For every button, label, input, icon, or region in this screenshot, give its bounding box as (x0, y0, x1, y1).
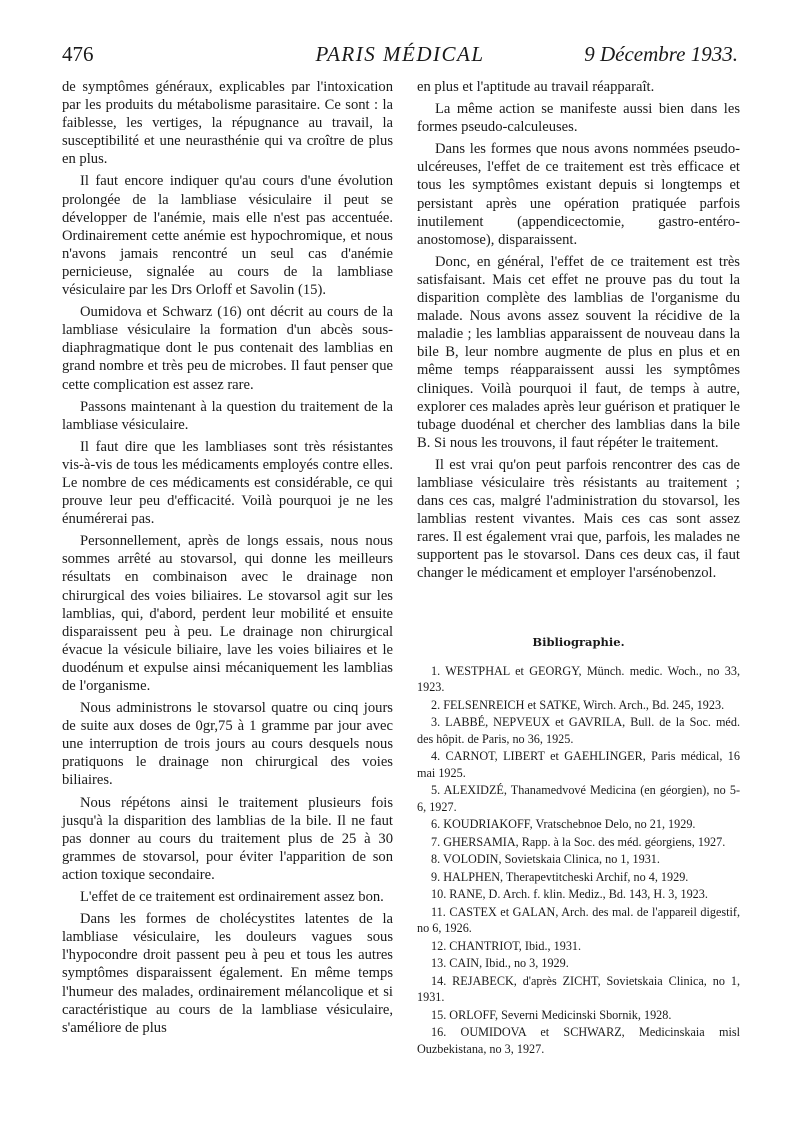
bibliography-entry: 10. RANE, D. Arch. f. klin. Mediz., Bd. 143, H. 3, 1923. (431, 887, 708, 902)
bibliography-entry: 14. REJABECK, d'après ZICHT, Sovietskaia Clinica, no 1, 1931. (417, 973, 740, 1005)
page-number: 476 (62, 42, 94, 66)
paragraph: Nous administrons le stovarsol quatre ou cinq jours de suite aux doses de 0gr,75 à 1 gramme par jour avec une interruption de trois jours au cours desquels nous pratiquons le drainage non chirurgical des voies biliaires. (62, 700, 393, 789)
issue-date: 9 Décembre 1933. (584, 42, 738, 66)
bibliography-entry: 13. CAIN, Ibid., no 3, 1929. (431, 956, 569, 971)
paragraph: Il faut dire que les lambliases sont très résistantes vis-à-vis de tous les médicaments employés contre elles. Le nombre de ces médicaments est considérable, ce qui prouve leur peu d'efficacité. Voilà pourquoi je ne les énumérerai pas. (62, 438, 393, 528)
paragraph: Nous répétons ainsi le traitement plusieurs fois jusqu'à la disparition des lamblias de la bile. Il ne faut pas donner au cours du traitement plus de 25 à 30 grammes de stovarsol, pour éviter l'apparition de son action toxique secondaire. (62, 794, 393, 883)
paragraph: Oumidova et Schwarz (16) ont décrit au cours de la lambliase vésiculaire la formation d'un abcès sous-diaphragmatique dont le pus contenait des lamblias en grand nombre et très peu de microbes. Il faut penser que cette complication est assez rare. (62, 304, 393, 393)
bibliography-title: Bibliographie. (532, 634, 625, 649)
paragraph: Donc, en général, l'effet de ce traitement est très satisfaisant. Mais cet effet ne prouve pas du tout la disparition complète des lamblias de l'organisme du malade. Nous avons assez souvent la récidive de la maladie ; les lamblias apparaissent de nouveau dans la bile B, leur nombre augmente de plus en plus et en même temps réapparaissent aussi les symptômes cliniques. Voilà pourquoi il faut, de temps à autre, explorer ces malades après leur guérison et pratiquer le tubage duodénal et chercher des lamblias dans la bile B. Si nous les trouvons, il faut répéter le traitement. (417, 253, 740, 451)
bibliography-entry: 11. CASTEX et GALAN, Arch. des mal. de l'appareil digestif, no 6, 1926. (417, 904, 740, 936)
right-column (417, 78, 740, 1058)
bibliography-entry: 15. ORLOFF, Severni Medicinski Sbornik, 1928. (431, 1007, 672, 1022)
left-column (62, 78, 393, 1041)
bibliography-entry: 5. ALEXIDZÉ, Thanamedvové Medicina (en géorgien), no 5-6, 1927. (417, 783, 740, 814)
bibliography-entry: 6. KOUDRIAKOFF, Vratschebnoe Delo, no 21, 1929. (431, 817, 696, 832)
bibliography-entry: 3. LABBÉ, NEPVEUX et GAVRILA, Bull. de la Soc. méd. des hôpit. de Paris, no 36, 1925. (417, 715, 740, 746)
bibliography-entry: 2. FELSENREICH et SATKE, Wirch. Arch., Bd. 245, 1923. (431, 697, 725, 712)
bibliography-entry: 9. HALPHEN, Therapevtitcheski Archif, no 4, 1929. (431, 869, 689, 884)
paragraph: Dans les formes que nous avons nommées pseudo-ulcéreuses, l'effet de ce traitement est très efficace et tous les symptômes existant depuis si longtemps et persistant après une opération pratiquée parfois inutilement (appendicectomie, gastro-entéro-anostomose), disparaissent. (417, 141, 740, 248)
paragraph: La même action se manifeste aussi bien dans les formes pseudo-calculeuses. (417, 101, 740, 136)
bibliography-entry: 7. GHERSAMIA, Rapp. à la Soc. des méd. géorgiens, 1927. (431, 834, 726, 849)
bibliography-entry: 4. CARNOT, LIBERT et GAEHLINGER, Paris médical, 16 mai 1925. (417, 749, 740, 780)
paragraph: L'effet de ce traitement est ordinairement assez bon. (80, 889, 384, 906)
bibliography-entry: 16. OUMIDOVA et SCHWARZ, Medicinskaia misl Ouzbekistana, no 3, 1927. (417, 1025, 740, 1056)
paragraph: Dans les formes de cholécystites latentes de la lambliase vésiculaire, les douleurs vagues sous l'hypocondre droit passent peu à peu et tous les autres symptômes disparaissent également. En même temps l'humeur des malades, ordinairement mélancolique et si caractéristique au cours de la lambliase vésiculaire, s'améliore de plus (62, 911, 393, 1036)
bibliography-entry: 8. VOLODIN, Sovietskaia Clinica, no 1, 1931. (431, 852, 660, 867)
journal-title: PARIS MÉDICAL (315, 42, 485, 66)
paragraph: Passons maintenant à la question du traitement de la lambliase vésiculaire. (62, 398, 393, 433)
paragraph: Personnellement, après de longs essais, nous nous sommes arrêté au stovarsol, qui donne les meilleurs résultats en combinaison avec le drainage non chirurgical des voies biliaires. Le stovarsol agit sur les lamblias, qui, d'abord, perdent leur mobilité et ensuite disparaissent peu à peu. Le drainage non chirurgical évacue la vésicule biliaire, lave les voies biliaires et le duodénum et expulse ainsi mécaniquement les lamblias de l'organisme. (62, 533, 393, 694)
paragraph: Il faut encore indiquer qu'au cours d'une évolution prolongée de la lambliase vésiculaire il peut se développer de l'anémie, mais elle n'est pas accentuée. Ordinairement cette anémie est hypochromique, et nous n'avons jamais rencontré un seul cas d'anémie pernicieuse, signalée au cours de la lambliase vésiculaire par les Drs Orloff et Savolin (15). (62, 173, 393, 299)
paragraph: de symptômes généraux, explicables par l'intoxication par les produits du métabolisme parasitaire. Ce sont : la faiblesse, les vertiges, la répugnance au travail, la susceptibilité et une neurasthénie qui va croître de plus en plus. (62, 79, 393, 168)
paragraph: Il est vrai qu'on peut parfois rencontrer des cas de lambliase vésiculaire très résistants au traitement ; dans ces cas, malgré l'administration du stovarsol, les lamblias restent vivantes. Mais ces cas sont assez rares. Il est également vrai que, parfois, les malades ne supportent pas le stovarsol. Dans ces deux cas, il faut changer le médicament et employer l'arsénobenzol. (417, 456, 740, 582)
bibliography-entry: 12. CHANTRIOT, Ibid., 1931. (431, 938, 582, 953)
bibliography-list (417, 663, 740, 1058)
paragraph: en plus et l'aptitude au travail réapparaît. (417, 79, 655, 95)
page-header (62, 42, 738, 74)
bibliography-entry: 1. WESTPHAL et GEORGY, Münch. medic. Woch., no 33, 1923. (417, 663, 740, 695)
